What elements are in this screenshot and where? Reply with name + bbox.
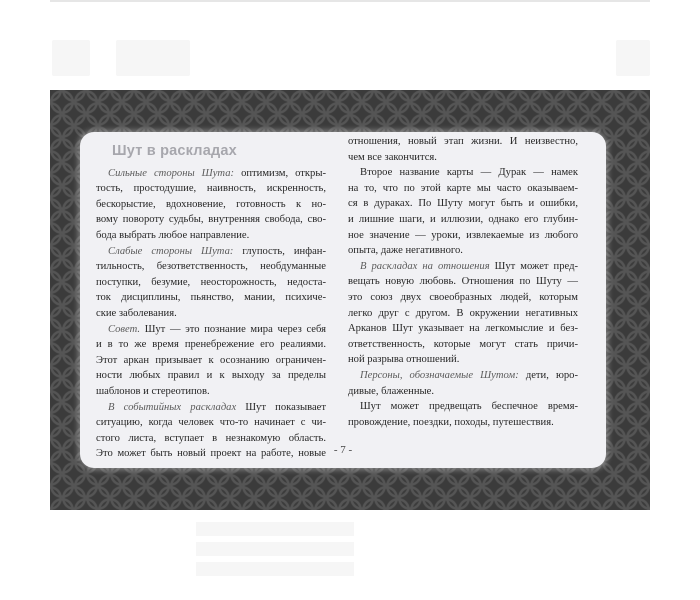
- text-fragment: вещать новую любовь. Отношения по Шуту —: [348, 276, 578, 288]
- text-panel: [80, 132, 606, 468]
- text-line: [96, 384, 326, 400]
- text-fragment: бескорыстие, вдохновение, готовность к но-: [96, 198, 326, 210]
- text-fragment: поступки, безумие, неосторожность, недоста-: [96, 276, 326, 288]
- text-fragment: Шут может предвещать беспечное время-: [360, 401, 578, 413]
- text-line: [348, 150, 578, 166]
- text-line: [96, 368, 326, 384]
- italic-term: В событийных раскладах: [108, 401, 237, 413]
- text-line: [96, 322, 326, 338]
- text-line: [348, 196, 578, 212]
- text-fragment: ток дисциплины, пьянство, мании, психиче-: [96, 292, 326, 304]
- italic-term: В раскладах на отношения: [360, 260, 490, 272]
- text-line: [348, 274, 578, 290]
- text-fragment: тость, простодушие, наивность, искренность,: [96, 183, 326, 195]
- text-fragment: отношения, новый этап жизни. И неизвестно,: [348, 136, 578, 147]
- text-fragment: Шут — это познание мира через себя: [140, 323, 326, 335]
- italic-term: Сильные стороны Шута:: [108, 167, 235, 179]
- text-fragment: легко друг с другом. В окружении негативных: [348, 307, 578, 319]
- text-fragment: Это может быть новый проект на работе, новые: [96, 448, 326, 460]
- text-line: [348, 399, 578, 415]
- text-fragment: чем все закончится.: [348, 151, 437, 163]
- text-fragment: Арканов Шут указывает на легкомыслие и без-: [348, 323, 578, 335]
- page-number: - 7 -: [333, 444, 353, 456]
- text-fragment: Этот аркан призывает к осознанию ограничен-: [96, 354, 326, 366]
- text-line: [96, 259, 326, 275]
- text-line: [348, 212, 578, 228]
- text-fragment: ские заболевания.: [96, 307, 177, 319]
- text-line: [96, 353, 326, 369]
- text-fragment: Шут показывает: [236, 401, 326, 413]
- text-line: [96, 415, 326, 431]
- text-line: [348, 321, 578, 337]
- text-fragment: вому повороту судьбы, внутренняя свобода, сво-: [96, 214, 326, 226]
- text-fragment: дивые, блаженные.: [348, 385, 434, 397]
- text-line: [96, 290, 326, 306]
- text-line: [96, 306, 326, 322]
- text-fragment: на то, что по этой карте мы часто оказываем-: [348, 182, 578, 194]
- text-fragment: дети, юро-: [518, 369, 578, 381]
- text-line: [348, 134, 578, 150]
- left-column: [96, 142, 326, 462]
- text-fragment: тильность, безответственность, необдуманные: [96, 261, 326, 273]
- faded-bottom-background: [196, 522, 354, 582]
- right-column: [348, 134, 578, 430]
- text-line: [96, 275, 326, 291]
- text-line: [348, 415, 578, 431]
- text-line: [348, 290, 578, 306]
- text-fragment: оптимизм, откры-: [234, 167, 326, 179]
- text-line: [96, 337, 326, 353]
- text-line: [348, 165, 578, 181]
- italic-term: Персоны, обозначаемые Шутом:: [360, 369, 519, 381]
- text-line: [348, 228, 578, 244]
- text-fragment: провождение, поездки, походы, путешествия.: [348, 416, 554, 428]
- text-fragment: Второе название карты — Дурак — намек: [360, 167, 578, 179]
- text-line: [96, 400, 326, 416]
- section-title: Шут в раскладах: [112, 143, 237, 159]
- text-fragment: и в то же время пренебрежение его реалиями.: [96, 339, 326, 351]
- text-line: [348, 259, 578, 275]
- text-line: [96, 166, 326, 182]
- text-fragment: Шут может пред-: [489, 260, 578, 272]
- text-fragment: стого листа, вступает в незнакомую область.: [96, 432, 326, 444]
- text-line: [348, 306, 578, 322]
- text-line: [96, 181, 326, 197]
- text-fragment: ное значение — уроки, извлекаемые из любого: [348, 229, 578, 241]
- text-line: [96, 244, 326, 260]
- faded-heading-background: [50, 36, 650, 82]
- text-line: [96, 197, 326, 213]
- text-fragment: это союз двух своеобразных людей, которым: [348, 291, 578, 303]
- text-line: [96, 228, 326, 244]
- text-fragment: опыта, даже негативного.: [348, 245, 463, 257]
- italic-term: Совет.: [108, 323, 141, 335]
- text-fragment: ся в дураках. По Шуту могут быть и ошибки,: [348, 198, 578, 210]
- text-fragment: шаблонов и стереотипов.: [96, 385, 210, 397]
- text-line: [348, 368, 578, 384]
- text-fragment: ной разрыва отношений.: [348, 354, 460, 366]
- italic-term: Слабые стороны Шута:: [108, 245, 234, 257]
- top-rule: [50, 0, 650, 2]
- text-line: [348, 352, 578, 368]
- text-fragment: глупость, инфан-: [233, 245, 326, 257]
- text-line: [348, 181, 578, 197]
- text-line: [348, 337, 578, 353]
- text-fragment: ответственность, которые могут стать причи-: [348, 338, 578, 350]
- text-line: [348, 243, 578, 259]
- text-fragment: ситуацию, когда человек что-то начинает с чи-: [96, 417, 326, 429]
- text-line: [348, 384, 578, 400]
- text-line: [96, 212, 326, 228]
- text-fragment: и лишние шаги, и иллюзии, однако его глубин-: [348, 213, 578, 225]
- text-fragment: бода выбрать любое направление.: [96, 229, 250, 241]
- text-fragment: ности любых правил и к выходу за пределы: [96, 370, 326, 382]
